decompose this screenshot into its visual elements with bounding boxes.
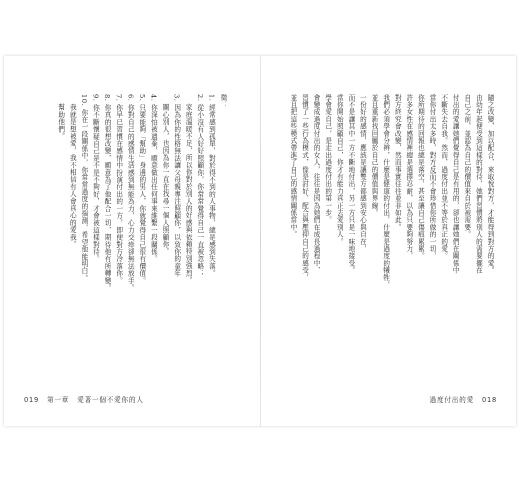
book-spread xyxy=(4,56,516,426)
text-line: 習慣了一些行為模式，像是討好、配合與壓抑自己的感受， xyxy=(300,94,309,282)
left-page-text xyxy=(16,94,228,332)
chapter-title: 愛著一個不愛你的人 xyxy=(77,396,144,404)
text-line: 會變成過度付出的女人，往往是因為她們在成長過程中， xyxy=(312,94,321,274)
text-line: 許多女性在感情裡總是選擇忍耐，以為只要夠努力， xyxy=(404,94,413,260)
text-line: 徵： xyxy=(219,94,227,109)
text-line: 10. 你在一段關係中，你常常過度的揣測，希望他能明白。 xyxy=(79,94,88,282)
text-line: 關心別人，也因為你一直在找尋一個人照顧你。 xyxy=(161,94,170,256)
text-line: 4. 你深怕被遺棄，願意做出任何事來維繫一段關係。 xyxy=(149,94,158,263)
right-page-text xyxy=(288,94,495,332)
text-line: 當你付出太多時，對方反而不會珍惜你所做的一切， xyxy=(428,94,437,260)
text-line: 我們必須學會分辨，什麼是健康的付出，什麼是過度的犧牲， xyxy=(381,94,390,289)
right-page xyxy=(261,56,517,426)
text-line: 由幼年起便受到這樣的對待，她們習慣將別人的需要擺在 xyxy=(474,94,483,274)
chapter-title: 過度付出的愛 xyxy=(429,396,474,404)
text-line: 我就是想被愛，我不相信有人會真心的愛我。 xyxy=(68,94,77,248)
text-line: 7. 你早已習慣在感情中扮演付出的一方，即便對方冷落你。 xyxy=(114,94,123,285)
text-line: 當你開始照顧自己，你才有能力真正去愛別人。 xyxy=(335,94,344,246)
text-line: 幫助他們。 xyxy=(56,94,65,140)
left-page-footer xyxy=(24,394,144,404)
text-line: 1. 經常感到孤單，對於得不到的人事物，總是感到失落。 xyxy=(207,94,216,277)
text-line: 而不是讓其中一方不斷地付出，另一方只是一味地接受。 xyxy=(346,94,355,274)
left-page xyxy=(4,56,260,426)
text-line: 學會愛自己，是走出過度付出的第一步。 xyxy=(323,94,332,224)
text-line: 3. 因為你的性格無法讓父母親專注照顧你，以致你的童年 xyxy=(172,94,181,277)
text-line: 自己之前，並認為自己的價值來自於被需要。 xyxy=(462,94,471,238)
text-line: 付出的愛讓她們覺得自己是有用的，卻也讓她們在關係中 xyxy=(451,94,460,274)
text-line: 5. 只要能夠「幫助」身邊的男人，你就覺得自己很有價值。 xyxy=(137,94,146,285)
text-line: 6. 你對自己的感情生活感到無能為力，心力交瘁卻無法放手。 xyxy=(126,94,135,292)
text-line: 一份好的感情，應該是讓雙方都感到安心與自在， xyxy=(358,94,367,253)
page-number: 018 xyxy=(482,396,497,404)
text-line: 隨之改變，加以配合，來取悅對方，才能得到對方的愛。 xyxy=(486,94,494,274)
text-line: 你所期待的回報也總是落空，甚至讓自己傷痕累累。 xyxy=(416,94,425,260)
text-line: 不斷失去自我。然而，過度付出並不等於真正的愛。 xyxy=(439,94,448,260)
chapter-label: 第一章 xyxy=(47,396,70,404)
text-line: 家庭溫暖不足，所以你對於別人的好感與依賴特別強烈。 xyxy=(184,94,193,284)
text-line: 8. 你真的很想改變，願意為了他配合一切，期待他有所轉變。 xyxy=(103,94,112,292)
text-line: 並且把這些模式帶進了自己的感情關係當中。 xyxy=(288,94,297,238)
page-number: 019 xyxy=(24,396,39,404)
text-line: 9. 你不斷懷疑自己是不是不夠好，才會被這樣對待。 xyxy=(91,94,100,263)
text-line: 並且重新找回屬於自己的價值與界線。 xyxy=(370,94,379,217)
text-line: 對方終究會改變，然而事實往往並非如此。 xyxy=(393,94,402,231)
text-line: 2. 從小沒有人好好照顧你，你常常覺得自己一直被忽略； xyxy=(195,94,204,277)
right-page-footer xyxy=(430,394,497,404)
